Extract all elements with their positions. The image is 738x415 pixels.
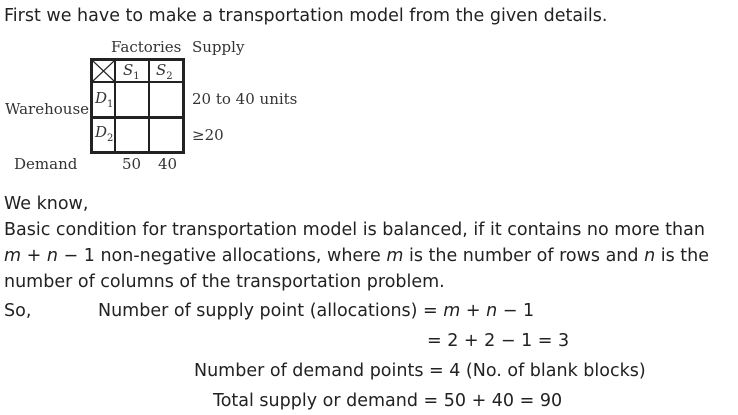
supply-label: Supply — [192, 38, 245, 56]
grid-line — [93, 116, 182, 119]
transportation-table — [90, 58, 185, 154]
grid-line — [148, 61, 150, 151]
condition-line-3: number of columns of the transportation problem. — [4, 272, 445, 292]
equation-supply-result: = 2 + 2 − 1 = 3 — [427, 331, 570, 351]
supply-row2-value: ≥20 — [192, 126, 224, 144]
equation-supply-points: Number of supply point (allocations) = m + n − 1 — [98, 301, 535, 321]
corner-cross-icon — [93, 61, 114, 81]
demand-col1-value: 50 — [122, 155, 142, 173]
equation-demand-points: Number of demand points = 4 (No. of blank blocks) — [194, 361, 646, 381]
equation-total: Total supply or demand = 50 + 40 = 90 — [213, 391, 563, 411]
condition-line-2: m + n − 1 non-negative allocations, where m is the number of rows and n is the — [4, 246, 709, 266]
demand-col2-value: 40 — [158, 155, 178, 173]
demand-label: Demand — [14, 155, 78, 173]
column-header-s2: $S_2$ — [156, 61, 173, 82]
column-header-s1: $S_1$ — [123, 61, 140, 82]
grid-line — [114, 61, 116, 151]
so-text: So, — [4, 301, 32, 321]
row-header-d1: $D_1$ — [95, 89, 114, 110]
factories-label: Factories — [111, 38, 182, 56]
we-know-text: We know, — [4, 194, 89, 214]
row-header-d2: $D_2$ — [95, 123, 114, 144]
warehouse-label: Warehouse — [5, 100, 90, 118]
intro-text: First we have to make a transportation model from the given details. — [4, 6, 608, 26]
condition-line-1: Basic condition for transportation model is balanced, if it contains no more than — [4, 220, 705, 240]
supply-row1-value: 20 to 40 units — [192, 90, 298, 108]
